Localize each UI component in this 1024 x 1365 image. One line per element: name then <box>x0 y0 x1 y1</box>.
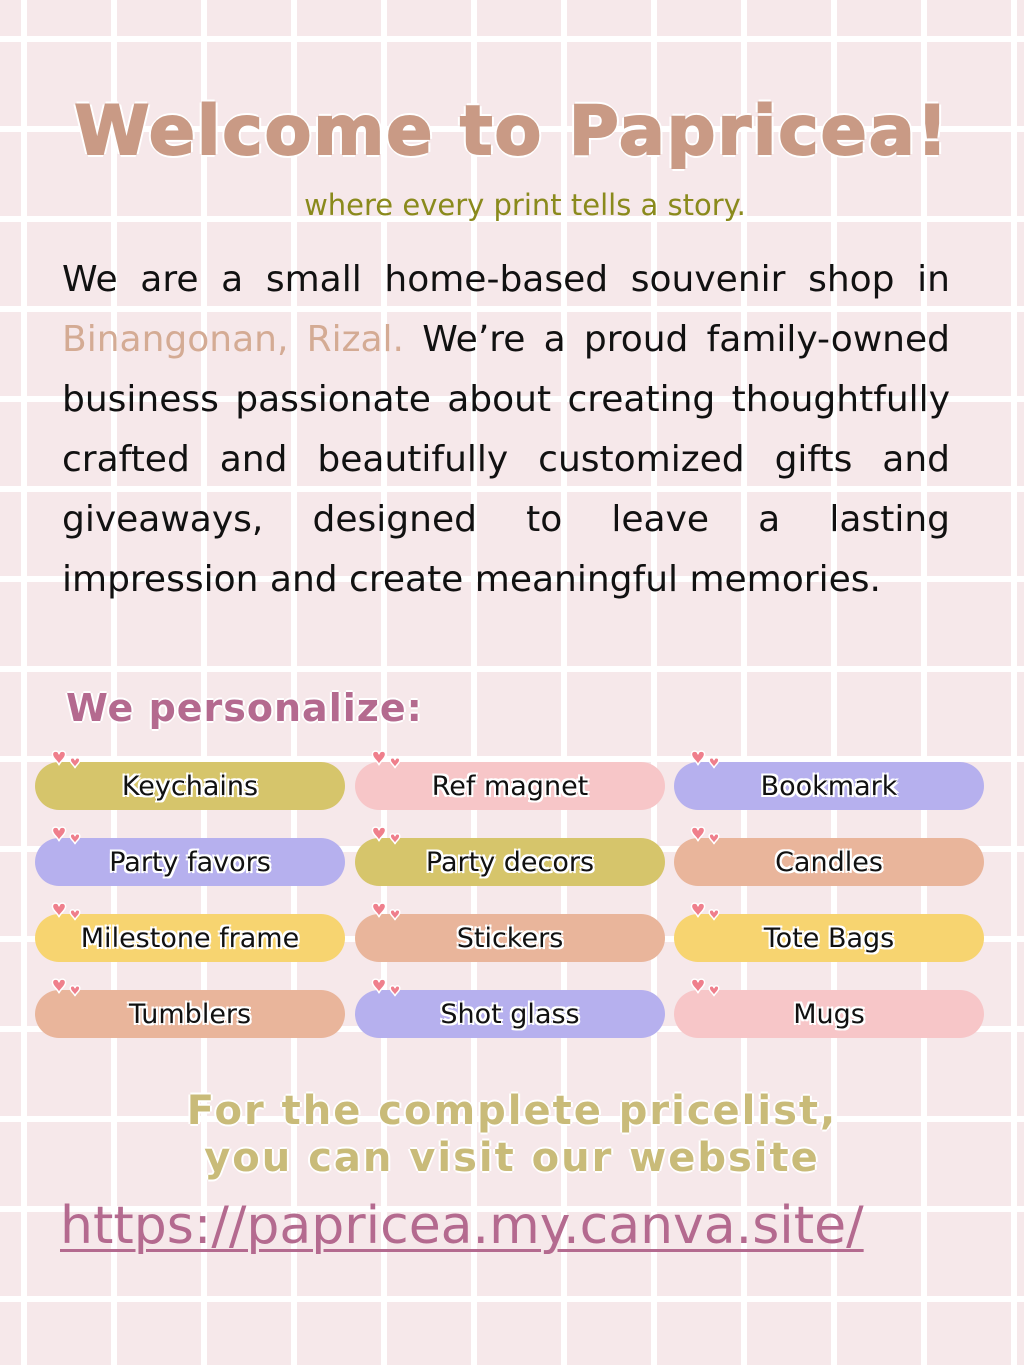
hearts-icon <box>49 976 87 1004</box>
product-pill <box>355 990 665 1038</box>
tagline: where every print tells a story. <box>304 188 746 222</box>
products-heading: We personalize: <box>66 686 423 730</box>
product-pill <box>35 990 345 1038</box>
hearts-icon <box>369 976 407 1004</box>
product-pill <box>355 914 665 962</box>
shop-location: Binangonan, Rizal. <box>62 319 405 360</box>
product-pill <box>674 838 984 886</box>
hearts-icon <box>369 900 407 928</box>
hearts-icon <box>49 748 87 776</box>
hearts-icon <box>688 824 726 852</box>
product-label: Ref magnet <box>431 770 589 802</box>
intro-text-end: We’re a proud family-owned business passionate about creating thoughtfully crafted and beautifully customized gifts and giveaways, designed to leave a lasting impression and create meaningful memories. <box>62 319 950 600</box>
product-pill <box>355 838 665 886</box>
product-pill <box>674 990 984 1038</box>
product-label: Tumblers <box>128 998 252 1030</box>
hearts-icon <box>688 900 726 928</box>
product-label: Shot glass <box>440 998 580 1030</box>
pricelist-cta-line-1: For the complete pricelist, <box>186 1088 838 1134</box>
hearts-icon <box>369 748 407 776</box>
page-title: Welcome to Papricea! <box>74 92 950 171</box>
product-label: Candles <box>775 846 883 878</box>
product-label: Keychains <box>121 770 259 802</box>
product-pill <box>674 762 984 810</box>
hearts-icon <box>49 900 87 928</box>
product-label: Milestone frame <box>80 922 300 954</box>
intro-paragraph <box>62 250 950 610</box>
product-label: Party favors <box>109 846 271 878</box>
product-pill <box>355 762 665 810</box>
product-label: Tote Bags <box>763 922 895 954</box>
product-label: Party decors <box>425 846 595 878</box>
product-label: Mugs <box>793 998 865 1030</box>
hearts-icon <box>369 824 407 852</box>
product-pill <box>35 838 345 886</box>
pricelist-cta-line-2: you can visit our website <box>204 1135 820 1181</box>
website-link[interactable]: https://papricea.my.canva.site/ <box>60 1196 864 1256</box>
product-pill <box>35 914 345 962</box>
hearts-icon <box>688 748 726 776</box>
product-label: Stickers <box>456 922 564 954</box>
hearts-icon <box>688 976 726 1004</box>
product-pill <box>35 762 345 810</box>
product-label: Bookmark <box>760 770 898 802</box>
intro-text-start: We are a small home-based souvenir shop in <box>62 259 950 300</box>
hearts-icon <box>49 824 87 852</box>
product-pill <box>674 914 984 962</box>
